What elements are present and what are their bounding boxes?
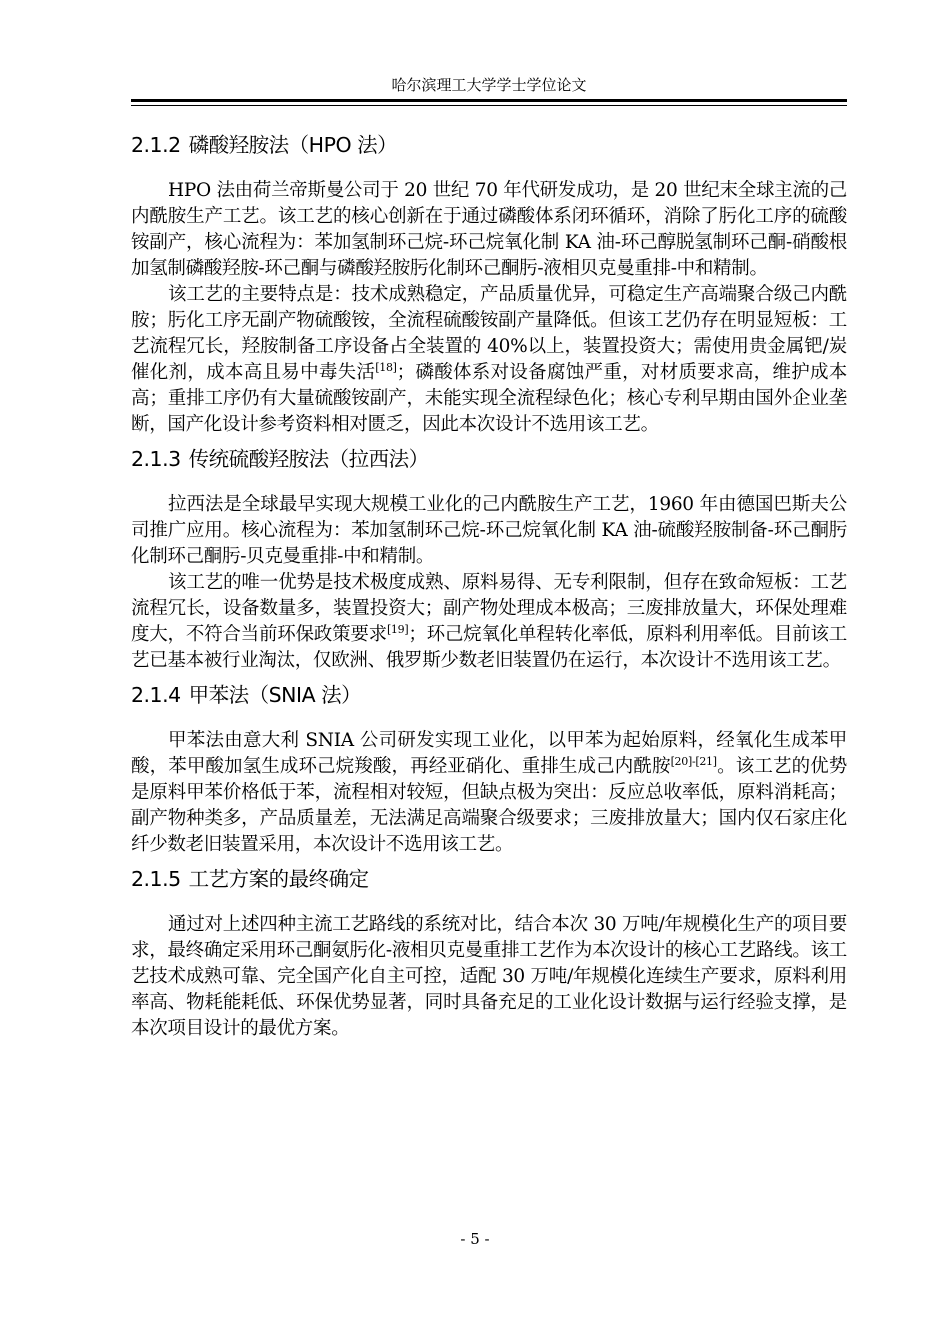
paragraph: 该工艺的唯一优势是技术极度成熟、原料易得、无专利限制，但存在致命短板：工艺流程冗长，设备数量多，装置投资大；副产物处理成本极高；三废排放量大，环保处理难度大，不符合当前环保政策要求[19]；环己烷氧化单程转化率低，原料利用率低。目前该工艺已基本被行业淘汰，仅欧洲、俄罗斯少数老旧装置仍在运行，本次设计不选用该工艺。 xyxy=(131,572,847,671)
header-rule-thin xyxy=(131,105,847,106)
header-rule-thick xyxy=(131,99,847,102)
section-heading-2-1-3 xyxy=(131,444,847,492)
section-number: 2.1.3 xyxy=(131,447,181,471)
section-title: 传统硫酸羟胺法（拉西法） xyxy=(188,447,429,471)
section-heading-2-1-4 xyxy=(131,680,847,728)
section-title: 工艺方案的最终确定 xyxy=(188,867,369,891)
section-number: 2.1.2 xyxy=(131,133,181,157)
section-heading-2-1-2 xyxy=(131,130,847,178)
running-header: 哈尔滨理工大学学士学位论文 xyxy=(391,76,587,94)
section-title: 甲苯法（SNIA 法） xyxy=(188,683,362,707)
paragraph: 甲苯法由意大利 SNIA 公司研发实现工业化，以甲苯为起始原料，经氧化生成苯甲酸，苯甲酸加氢生成环己烷羧酸，再经亚硝化、重排生成己内酰胺[20]-[21]。该工艺的优势是原料甲苯价格低于苯，流程相对较短，但缺点极为突出：反应总收率低，原料消耗高；副产物种类多，产品质量差，无法满足高端聚合级要求；三废排放量大；国内仅石家庄化纤少数老旧装置采用，本次设计不选用该工艺。 xyxy=(131,730,847,855)
section-number: 2.1.5 xyxy=(131,867,181,891)
paragraph: 拉西法是全球最早实现大规模工业化的己内酰胺生产工艺，1960 年由德国巴斯夫公司推广应用。核心流程为：苯加氢制环己烷-环己烷氧化制 KA 油-硫酸羟胺制备-环己酮肟化制环己酮肟-贝克曼重排-中和精制。 xyxy=(131,494,847,567)
section-heading-2-1-5 xyxy=(131,864,847,912)
citation: [19] xyxy=(386,623,409,636)
paragraph: 通过对上述四种主流工艺路线的系统对比，结合本次 30 万吨/年规模化生产的项目要求，最终确定采用环己酮氨肟化-液相贝克曼重排工艺作为本次设计的核心工艺路线。该工艺技术成熟可靠、完全国产化自主可控，适配 30 万吨/年规模化连续生产要求，原料利用率高、物耗能耗低、环保优势显著，同时具备充足的工业化设计数据与运行经验支撑，是本次项目设计的最优方案。 xyxy=(131,914,847,1039)
page-number: - 5 - xyxy=(460,1230,490,1248)
citation: [20]-[21] xyxy=(670,755,717,768)
paragraph: 该工艺的主要特点是：技术成熟稳定，产品质量优异，可稳定生产高端聚合级己内酰胺；肟化工序无副产物硫酸铵，全流程硫酸铵副产量降低。但该工艺仍存在明显短板：工艺流程冗长，羟胺制备工序设备占全装置的 40%以上，装置投资大；需使用贵金属钯/炭催化剂，成本高且易中毒失活[18]；磷酸体系对设备腐蚀严重，对材质要求高，维护成本高；重排工序仍有大量硫酸铵副产，未能实现全流程绿色化；核心专利早期由国外企业垄断，国产化设计参考资料相对匮乏，因此本次设计不选用该工艺。 xyxy=(131,284,847,435)
section-title: 磷酸羟胺法（HPO 法） xyxy=(188,133,398,157)
citation: [18] xyxy=(375,361,397,374)
page-body xyxy=(131,130,847,1048)
section-number: 2.1.4 xyxy=(131,683,181,707)
paragraph: HPO 法由荷兰帝斯曼公司于 20 世纪 70 年代研发成功，是 20 世纪末全球主流的己内酰胺生产工艺。该工艺的核心创新在于通过磷酸体系闭环循环，消除了肟化工序的硫酸铵副产，核心流程为：苯加氢制环己烷-环己烷氧化制 KA 油-环己醇脱氢制环己酮-硝酸根加氢制磷酸羟胺-环己酮与磷酸羟胺肟化制环己酮肟-液相贝克曼重排-中和精制。 xyxy=(131,180,847,279)
